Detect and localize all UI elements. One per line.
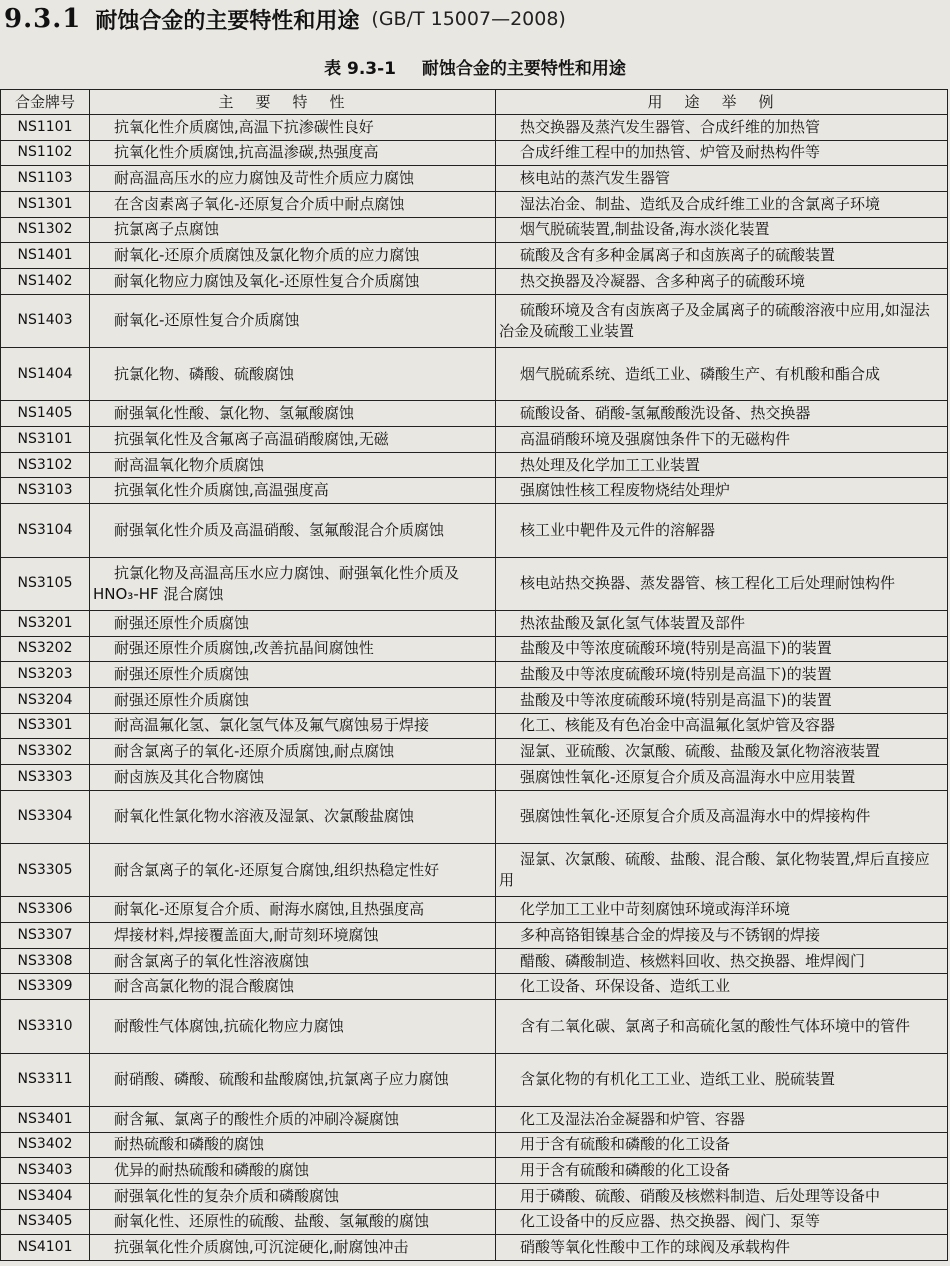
- characteristics-cell: 耐强还原性介质腐蚀: [90, 610, 496, 636]
- table-row: [1, 1158, 948, 1184]
- alloy-grade-cell: NS1403: [1, 294, 90, 347]
- characteristics-cell: 抗强氧化性及含氟离子高温硝酸腐蚀,无磁: [90, 427, 496, 453]
- alloy-grade-cell: NS1404: [1, 348, 90, 401]
- table-row: [1, 243, 948, 269]
- characteristics-cell: 耐高温氧化物介质腐蚀: [90, 452, 496, 478]
- characteristics-cell: 耐高温高压水的应力腐蚀及苛性介质应力腐蚀: [90, 166, 496, 192]
- table-row: [1, 897, 948, 923]
- characteristics-cell: 耐含氯离子的氧化性溶液腐蚀: [90, 948, 496, 974]
- applications-cell: 用于磷酸、硫酸、硝酸及核燃料制造、后处理等设备中: [496, 1183, 948, 1209]
- table-row: [1, 268, 948, 294]
- alloy-grade-cell: NS1405: [1, 401, 90, 427]
- characteristics-cell: 耐酸性气体腐蚀,抗硫化物应力腐蚀: [90, 1000, 496, 1053]
- applications-cell: 强腐蚀性氧化-还原复合介质及高温海水中应用装置: [496, 764, 948, 790]
- applications-cell: 热交换器及蒸汽发生器管、合成纤维的加热管: [496, 115, 948, 141]
- alloy-grade-cell: NS3102: [1, 452, 90, 478]
- alloy-grade-cell: NS3402: [1, 1132, 90, 1158]
- applications-cell: 湿法冶金、制盐、造纸及合成纤维工业的含氯离子环境: [496, 191, 948, 217]
- table-row: [1, 948, 948, 974]
- characteristics-cell: 抗氧化性介质腐蚀,高温下抗渗碳性良好: [90, 115, 496, 141]
- table-row: [1, 294, 948, 347]
- alloy-grade-cell: NS3104: [1, 504, 90, 557]
- table-row: [1, 636, 948, 662]
- table-row: [1, 713, 948, 739]
- alloy-grade-cell: NS3204: [1, 687, 90, 713]
- applications-cell: 用于含有硫酸和磷酸的化工设备: [496, 1132, 948, 1158]
- characteristics-cell: 耐氧化-还原复合介质、耐海水腐蚀,且热强度高: [90, 897, 496, 923]
- characteristics-cell: 焊接材料,焊接覆盖面大,耐苛刻环境腐蚀: [90, 923, 496, 949]
- characteristics-cell: 优异的耐热硫酸和磷酸的腐蚀: [90, 1158, 496, 1184]
- table-row: [1, 348, 948, 401]
- table-row: [1, 1106, 948, 1132]
- alloy-grade-cell: NS1102: [1, 140, 90, 166]
- characteristics-cell: 耐高温氟化氢、氯化氢气体及氟气腐蚀易于焊接: [90, 713, 496, 739]
- characteristics-cell: 在含卤素离子氧化-还原复合介质中耐点腐蚀: [90, 191, 496, 217]
- applications-cell: 核电站热交换器、蒸发器管、核工程化工后处理耐蚀构件: [496, 557, 948, 610]
- table-row: [1, 923, 948, 949]
- applications-cell: 化工及湿法冶金凝器和炉管、容器: [496, 1106, 948, 1132]
- alloy-grade-cell: NS1301: [1, 191, 90, 217]
- applications-cell: 盐酸及中等浓度硫酸环境(特别是高温下)的装置: [496, 687, 948, 713]
- table-row: [1, 610, 948, 636]
- characteristics-cell: 耐含高氯化物的混合酸腐蚀: [90, 974, 496, 1000]
- alloy-grade-cell: NS3306: [1, 897, 90, 923]
- alloy-grade-cell: NS3310: [1, 1000, 90, 1053]
- applications-cell: 醋酸、磷酸制造、核燃料回收、热交换器、堆焊阀门: [496, 948, 948, 974]
- alloy-grade-cell: NS3302: [1, 739, 90, 765]
- alloy-grade-cell: NS3401: [1, 1106, 90, 1132]
- alloy-grade-cell: NS4101: [1, 1235, 90, 1261]
- characteristics-cell: 耐强还原性介质腐蚀: [90, 687, 496, 713]
- table-header-row: [1, 90, 948, 115]
- characteristics-cell: 耐强氧化性的复杂介质和磷酸腐蚀: [90, 1183, 496, 1209]
- characteristics-cell: 耐强还原性介质腐蚀,改善抗晶间腐蚀性: [90, 636, 496, 662]
- applications-cell: 强腐蚀性氧化-还原复合介质及高温海水中的焊接构件: [496, 790, 948, 843]
- section-number: 9.3.1: [4, 4, 82, 34]
- alloy-grade-cell: NS1103: [1, 166, 90, 192]
- applications-cell: 合成纤维工程中的加热管、炉管及耐热构件等: [496, 140, 948, 166]
- characteristics-cell: 抗氯化物、磷酸、硫酸腐蚀: [90, 348, 496, 401]
- characteristics-cell: 耐卤族及其化合物腐蚀: [90, 764, 496, 790]
- alloy-grade-cell: NS3105: [1, 557, 90, 610]
- characteristics-cell: 耐含氯离子的氧化-还原复合腐蚀,组织热稳定性好: [90, 844, 496, 897]
- alloy-grade-cell: NS3202: [1, 636, 90, 662]
- alloy-grade-cell: NS1402: [1, 268, 90, 294]
- header-characteristics: 主要特性: [90, 90, 496, 115]
- alloy-grade-cell: NS3201: [1, 610, 90, 636]
- characteristics-cell: 耐强还原性介质腐蚀: [90, 662, 496, 688]
- applications-cell: 烟气脱硫系统、造纸工业、磷酸生产、有机酸和酯合成: [496, 348, 948, 401]
- alloy-grade-cell: NS3304: [1, 790, 90, 843]
- alloy-grade-cell: NS1101: [1, 115, 90, 141]
- applications-cell: 硫酸设备、硝酸-氢氟酸酸洗设备、热交换器: [496, 401, 948, 427]
- applications-cell: 硫酸及含有多种金属离子和卤族离子的硫酸装置: [496, 243, 948, 269]
- table-row: [1, 1235, 948, 1261]
- table-row: [1, 1053, 948, 1106]
- table-title: 耐蚀合金的主要特性和用途: [421, 59, 626, 79]
- characteristics-cell: 耐热硫酸和磷酸的腐蚀: [90, 1132, 496, 1158]
- table-row: [1, 739, 948, 765]
- alloy-grade-cell: NS1401: [1, 243, 90, 269]
- alloy-grade-cell: NS3404: [1, 1183, 90, 1209]
- alloy-grade-cell: NS1302: [1, 217, 90, 243]
- applications-cell: 用于含有硫酸和磷酸的化工设备: [496, 1158, 948, 1184]
- table-row: [1, 191, 948, 217]
- applications-cell: 硝酸等氧化性酸中工作的球阀及承载构件: [496, 1235, 948, 1261]
- table-row: [1, 217, 948, 243]
- applications-cell: 化工、核能及有色冶金中高温氟化氢炉管及容器: [496, 713, 948, 739]
- table-row: [1, 1132, 948, 1158]
- alloy-grade-cell: NS3308: [1, 948, 90, 974]
- table-row: [1, 1183, 948, 1209]
- table-row: [1, 504, 948, 557]
- characteristics-cell: 耐氧化性、还原性的硫酸、盐酸、氢氟酸的腐蚀: [90, 1209, 496, 1235]
- table-row: [1, 557, 948, 610]
- alloy-table: [0, 89, 948, 1261]
- table-row: [1, 687, 948, 713]
- applications-cell: 烟气脱硫装置,制盐设备,海水淡化装置: [496, 217, 948, 243]
- applications-cell: 盐酸及中等浓度硫酸环境(特别是高温下)的装置: [496, 636, 948, 662]
- applications-cell: 核电站的蒸汽发生器管: [496, 166, 948, 192]
- applications-cell: 核工业中靶件及元件的溶解器: [496, 504, 948, 557]
- characteristics-cell: 抗氯化物及高温高压水应力腐蚀、耐强氧化性介质及 HNO₃-HF 混合腐蚀: [90, 557, 496, 610]
- section-standard: (GB/T 15007—2008): [371, 8, 566, 30]
- characteristics-cell: 耐氧化-还原性复合介质腐蚀: [90, 294, 496, 347]
- applications-cell: 热浓盐酸及氯化氢气体装置及部件: [496, 610, 948, 636]
- table-row: [1, 662, 948, 688]
- applications-cell: 化工设备、环保设备、造纸工业: [496, 974, 948, 1000]
- characteristics-cell: 抗氯离子点腐蚀: [90, 217, 496, 243]
- table-row: [1, 974, 948, 1000]
- table-row: [1, 1209, 948, 1235]
- table-row: [1, 115, 948, 141]
- table-row: [1, 478, 948, 504]
- table-row: [1, 401, 948, 427]
- table-row: [1, 1000, 948, 1053]
- characteristics-cell: 耐含氯离子的氧化-还原介质腐蚀,耐点腐蚀: [90, 739, 496, 765]
- table-row: [1, 844, 948, 897]
- table-row: [1, 790, 948, 843]
- alloy-grade-cell: NS3405: [1, 1209, 90, 1235]
- table-row: [1, 166, 948, 192]
- alloy-grade-cell: NS3307: [1, 923, 90, 949]
- table-row: [1, 140, 948, 166]
- characteristics-cell: 耐氧化物应力腐蚀及氧化-还原性复合介质腐蚀: [90, 268, 496, 294]
- alloy-grade-cell: NS3305: [1, 844, 90, 897]
- applications-cell: 化工设备中的反应器、热交换器、阀门、泵等: [496, 1209, 948, 1235]
- alloy-grade-cell: NS3311: [1, 1053, 90, 1106]
- applications-cell: 湿氯、次氯酸、硫酸、盐酸、混合酸、氯化物装置,焊后直接应用: [496, 844, 948, 897]
- alloy-grade-cell: NS3309: [1, 974, 90, 1000]
- characteristics-cell: 耐氧化-还原介质腐蚀及氯化物介质的应力腐蚀: [90, 243, 496, 269]
- characteristics-cell: 耐氧化性氯化物水溶液及湿氯、次氯酸盐腐蚀: [90, 790, 496, 843]
- section-title: 耐蚀合金的主要特性和用途: [95, 8, 360, 34]
- table-row: [1, 764, 948, 790]
- characteristics-cell: 耐强氧化性酸、氯化物、氢氟酸腐蚀: [90, 401, 496, 427]
- applications-cell: 含氯化物的有机化工工业、造纸工业、脱硫装置: [496, 1053, 948, 1106]
- applications-cell: 多种高铬钼镍基合金的焊接及与不锈钢的焊接: [496, 923, 948, 949]
- applications-cell: 湿氯、亚硫酸、次氯酸、硫酸、盐酸及氯化物溶液装置: [496, 739, 948, 765]
- characteristics-cell: 抗强氧化性介质腐蚀,可沉淀硬化,耐腐蚀冲击: [90, 1235, 496, 1261]
- alloy-grade-cell: NS3301: [1, 713, 90, 739]
- alloy-grade-cell: NS3103: [1, 478, 90, 504]
- table-caption: [0, 54, 950, 82]
- alloy-grade-cell: NS3403: [1, 1158, 90, 1184]
- header-applications: 用途举例: [496, 90, 948, 115]
- table-row: [1, 427, 948, 453]
- applications-cell: 热交换器及冷凝器、含多种离子的硫酸环境: [496, 268, 948, 294]
- alloy-grade-cell: NS3203: [1, 662, 90, 688]
- applications-cell: 化学加工工业中苛刻腐蚀环境或海洋环境: [496, 897, 948, 923]
- characteristics-cell: 抗氧化性介质腐蚀,抗高温渗碳,热强度高: [90, 140, 496, 166]
- characteristics-cell: 耐硝酸、磷酸、硫酸和盐酸腐蚀,抗氯离子应力腐蚀: [90, 1053, 496, 1106]
- table-number: 表 9.3-1: [324, 59, 396, 79]
- applications-cell: 硫酸环境及含有卤族离子及金属离子的硫酸溶液中应用,如湿法冶金及硫酸工业装置: [496, 294, 948, 347]
- alloy-grade-cell: NS3101: [1, 427, 90, 453]
- characteristics-cell: 耐含氟、氯离子的酸性介质的冲刷冷凝腐蚀: [90, 1106, 496, 1132]
- applications-cell: 含有二氧化碳、氯离子和高硫化氢的酸性气体环境中的管件: [496, 1000, 948, 1053]
- header-grade: 合金牌号: [1, 90, 90, 115]
- applications-cell: 盐酸及中等浓度硫酸环境(特别是高温下)的装置: [496, 662, 948, 688]
- characteristics-cell: 抗强氧化性介质腐蚀,高温强度高: [90, 478, 496, 504]
- alloy-grade-cell: NS3303: [1, 764, 90, 790]
- characteristics-cell: 耐强氧化性介质及高温硝酸、氢氟酸混合介质腐蚀: [90, 504, 496, 557]
- applications-cell: 高温硝酸环境及强腐蚀条件下的无磁构件: [496, 427, 948, 453]
- table-body: [1, 115, 948, 1261]
- applications-cell: 热处理及化学加工工业装置: [496, 452, 948, 478]
- table-row: [1, 452, 948, 478]
- section-heading: [4, 2, 566, 36]
- applications-cell: 强腐蚀性核工程废物烧结处理炉: [496, 478, 948, 504]
